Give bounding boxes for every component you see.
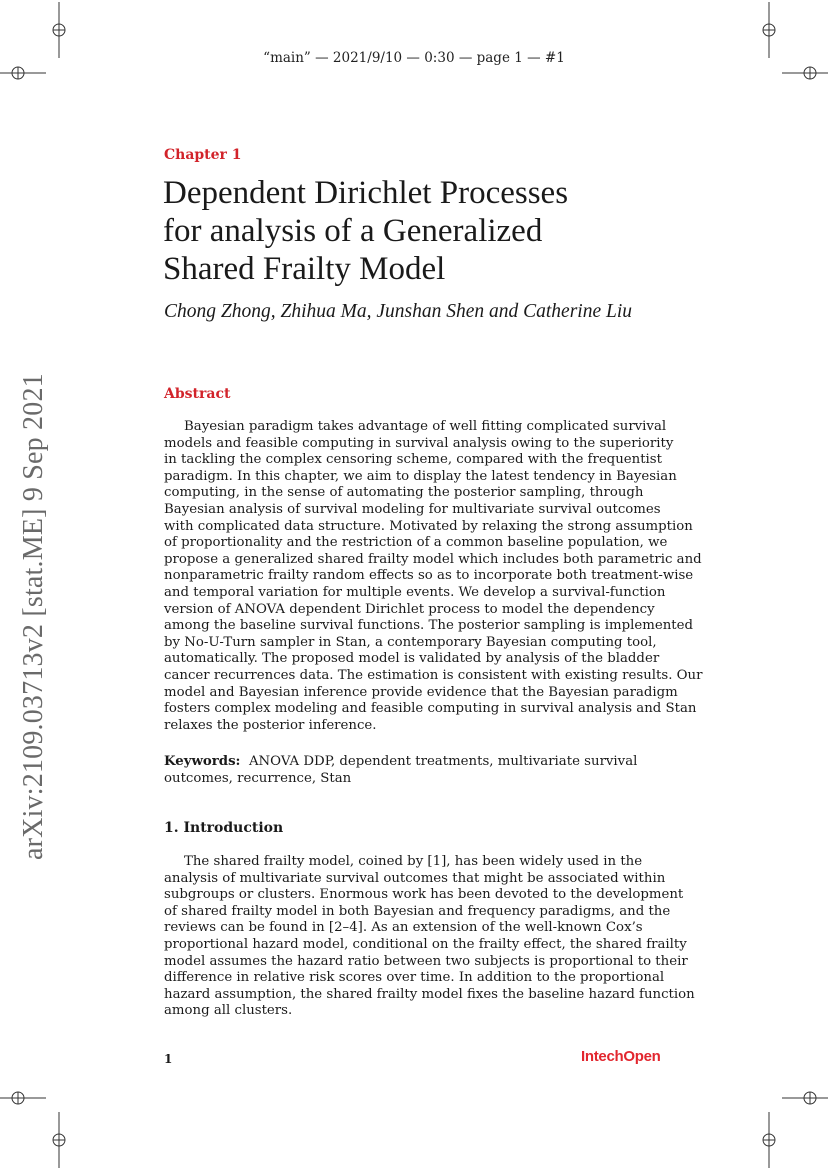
abstract-line: model and Bayesian inference provide evidence that the Bayesian paradigm [164, 684, 678, 700]
abstract-line: models and feasible computing in survival analysis owing to the superiority [164, 435, 674, 451]
keywords-text: outcomes, recurrence, Stan [164, 770, 352, 786]
abstract-line: in tackling the complex censoring scheme, compared with the frequentist [164, 452, 662, 468]
arxiv-side-identifier: arXiv:2109.03713v2 [stat.ME] 9 Sep 2021 [18, 373, 49, 860]
introduction-line: proportional hazard model, conditional on the frailty effect, the shared frailty [164, 936, 687, 952]
abstract-line: by No-U-Turn sampler in Stan, a contemporary Bayesian computing tool, [164, 634, 657, 650]
introduction-line: subgroups or clusters. Enormous work has been devoted to the development [164, 887, 684, 903]
abstract-line: version of ANOVA dependent Dirichlet process to model the dependency [164, 601, 655, 617]
abstract-line: relaxes the posterior inference. [164, 717, 377, 733]
page-number: 1 [164, 1052, 173, 1066]
abstract-line: among the baseline survival functions. The posterior sampling is implemented [164, 618, 694, 634]
abstract-line: nonparametric frailty random effects so as to incorporate both treatment-wise [164, 568, 694, 584]
abstract-body [164, 419, 703, 734]
abstract-heading: Abstract [164, 386, 231, 402]
abstract-line: with complicated data structure. Motivated by relaxing the strong assumption [164, 518, 693, 534]
abstract-line: cancer recurrences data. The estimation is consistent with existing results. Our [164, 667, 703, 683]
chapter-label: Chapter 1 [164, 147, 242, 163]
chapter-title-line: Dependent Dirichlet Processes [163, 175, 569, 211]
abstract-line: of proportionality and the restriction of a common baseline population, we [164, 535, 668, 551]
introduction-body [164, 854, 695, 1020]
introduction-line: The shared frailty model, coined by [1], has been widely used in the [184, 854, 643, 869]
introduction-heading: 1. Introduction [164, 820, 284, 836]
chapter-title-line: for analysis of a Generalized [163, 213, 543, 249]
abstract-line: paradigm. In this chapter, we aim to display the latest tendency in Bayesian [164, 468, 677, 484]
abstract-line: fosters complex modeling and feasible computing in survival analysis and Stan [164, 701, 697, 717]
introduction-line: hazard assumption, the shared frailty model fixes the baseline hazard function [164, 986, 695, 1002]
abstract-line: Bayesian paradigm takes advantage of well fitting complicated survival [184, 419, 667, 434]
publisher-logo: IntechOpen [581, 1048, 661, 1065]
chapter-title [163, 174, 683, 288]
keywords-label: Keywords: [164, 754, 241, 769]
introduction-line: among all clusters. [164, 1003, 293, 1019]
keywords-text: ANOVA DDP, dependent treatments, multivariate survival [248, 754, 638, 769]
abstract-line: and temporal variation for multiple events. We develop a survival-function [164, 584, 666, 600]
introduction-line: model assumes the hazard ratio between two subjects is proportional to their [164, 953, 688, 969]
introduction-line: analysis of multivariate survival outcomes that might be associated within [164, 870, 666, 886]
crop-mark-bottom-left [31, 1112, 87, 1168]
abstract-line: propose a generalized shared frailty model which includes both parametric and [164, 551, 702, 567]
introduction-line: difference in relative risk scores over time. In addition to the proportional [164, 970, 665, 986]
abstract-line: automatically. The proposed model is validated by analysis of the bladder [164, 651, 660, 667]
keywords [164, 754, 666, 787]
authors: Chong Zhong, Zhihua Ma, Junshan Shen and Catherine Liu [164, 301, 633, 322]
chapter-title-line: Shared Frailty Model [163, 251, 446, 287]
running-header: “main” — 2021/9/10 — 0:30 — page 1 — #1 [263, 50, 565, 66]
introduction-line: reviews can be found in [2–4]. As an extension of the well-known Cox’s [164, 920, 643, 936]
abstract-line: computing, in the sense of automating the posterior sampling, through [164, 485, 644, 501]
abstract-line: Bayesian analysis of survival modeling for multivariate survival outcomes [164, 501, 661, 517]
crop-mark-bottom-right [741, 1112, 797, 1168]
introduction-line: of shared frailty model in both Bayesian and frequency paradigms, and the [164, 903, 671, 919]
